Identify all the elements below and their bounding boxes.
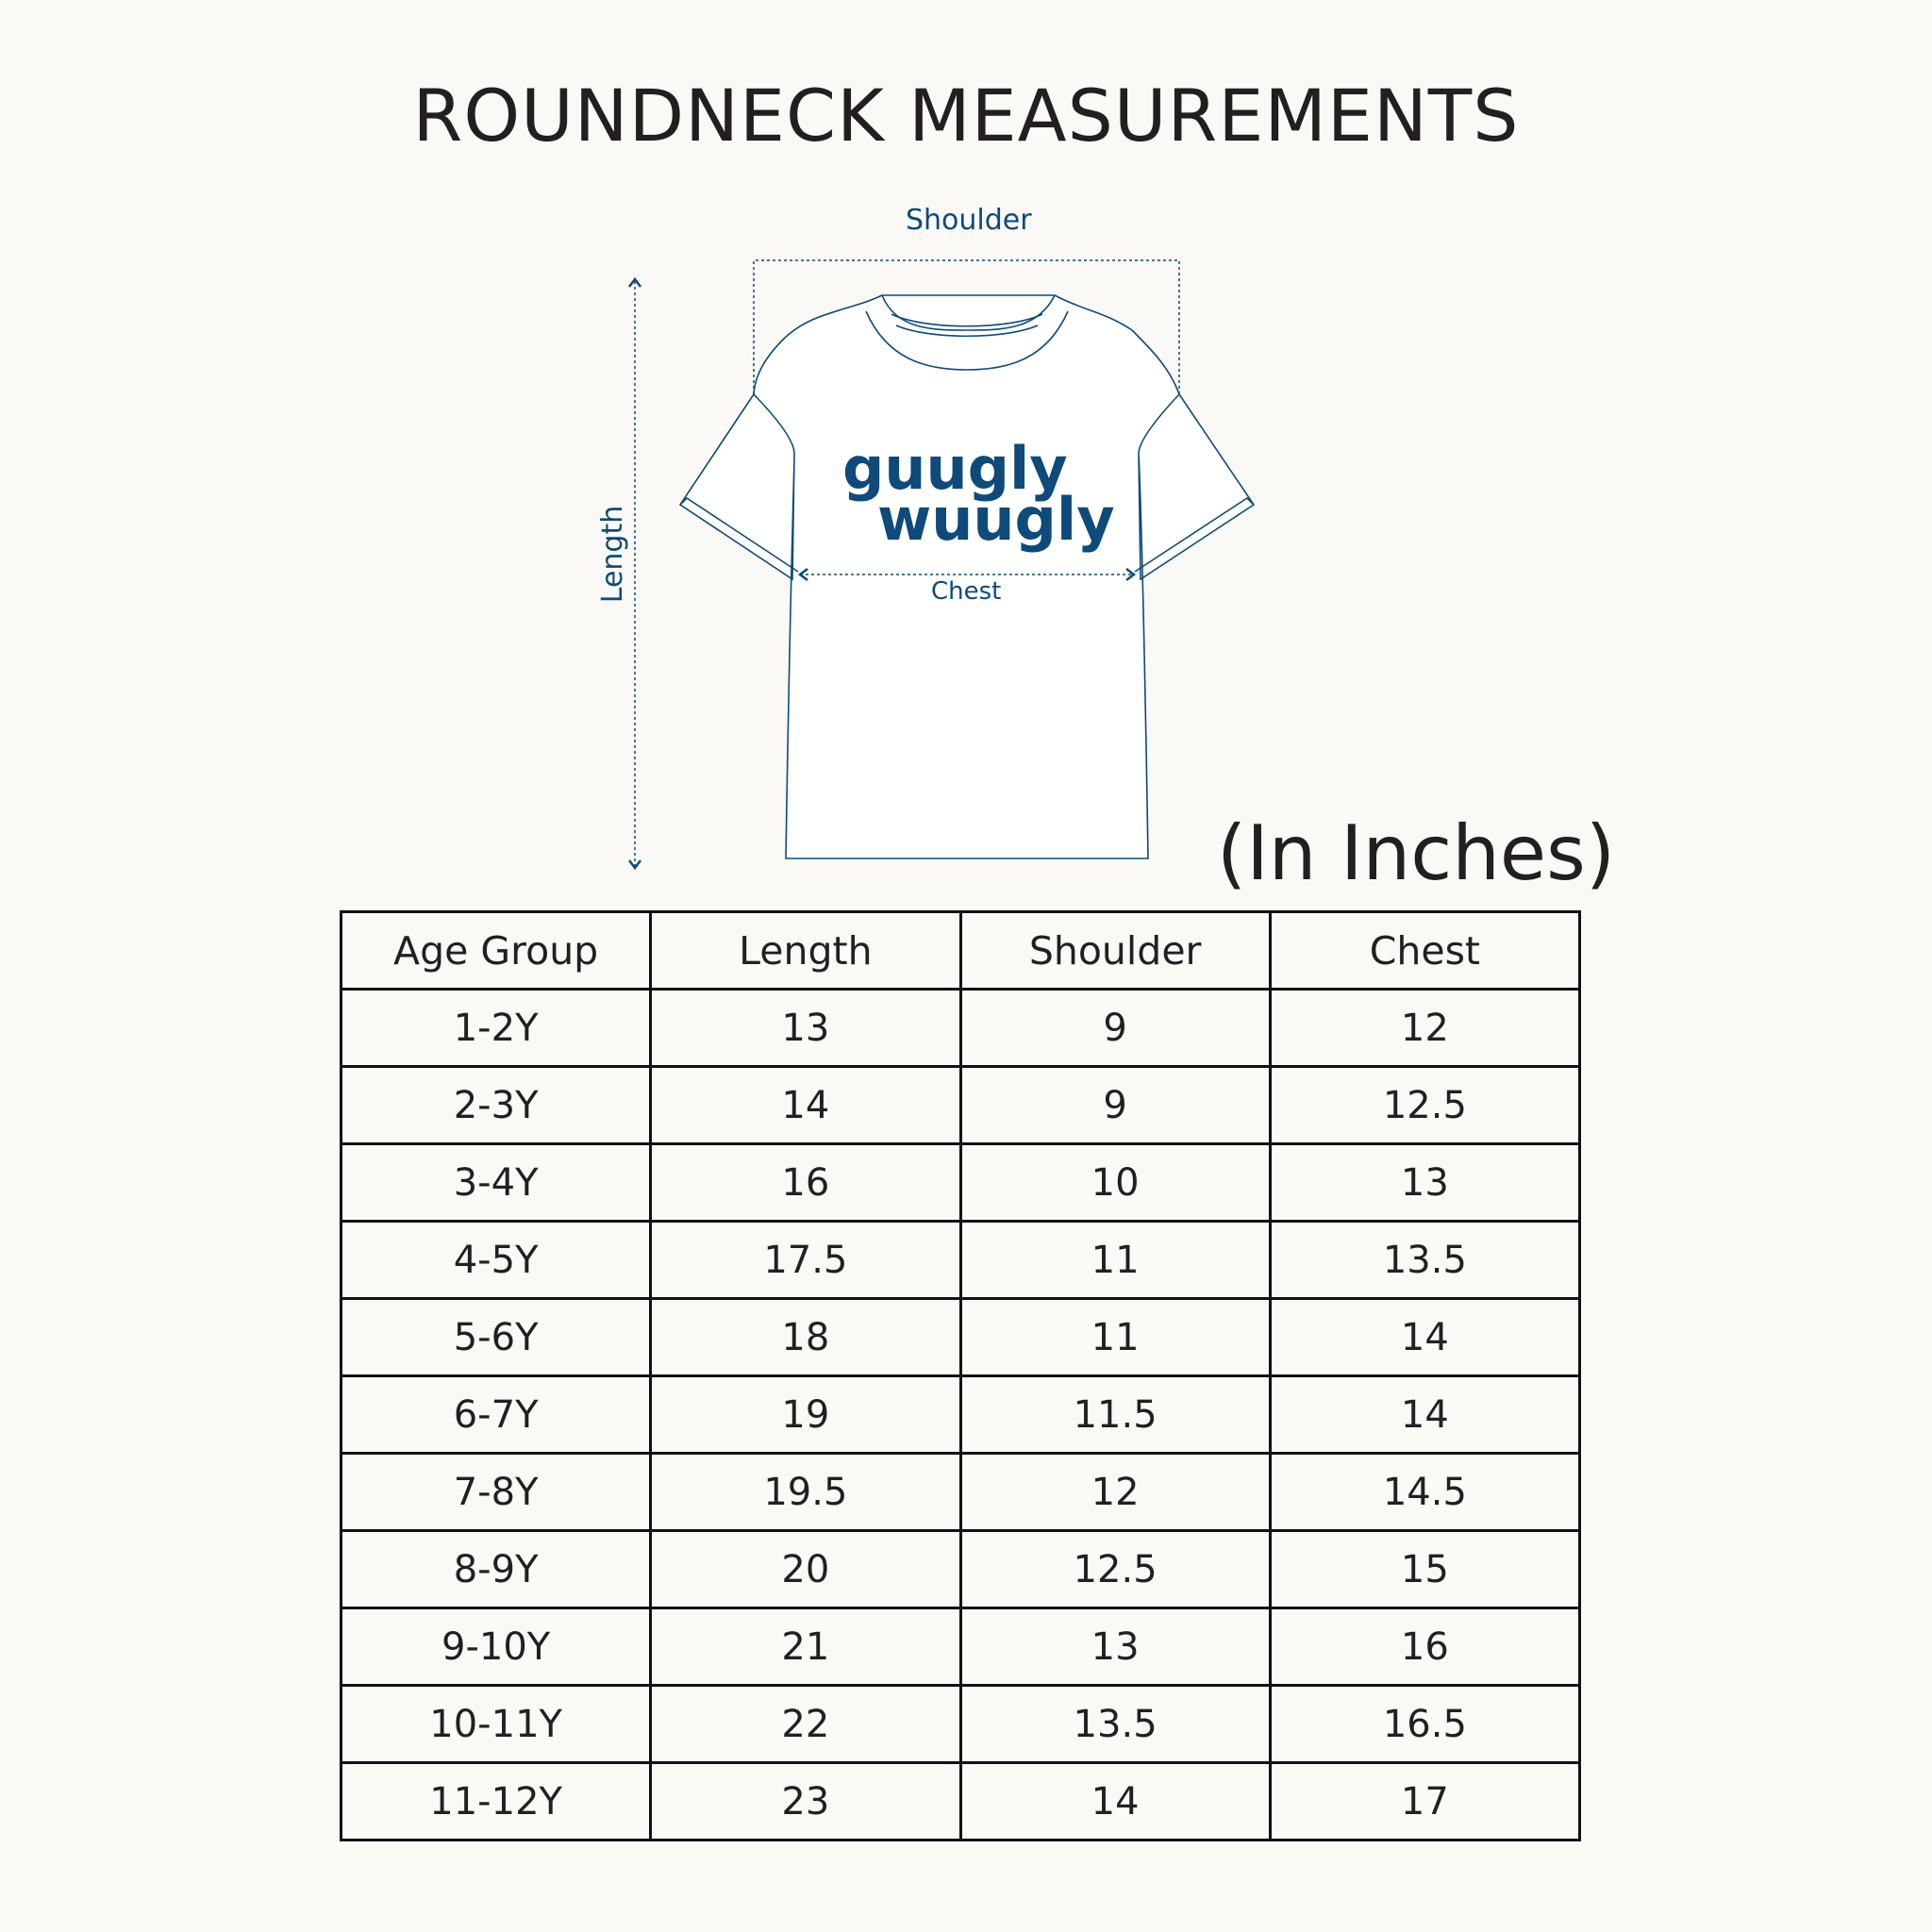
cell-chest: 15 xyxy=(1270,1531,1579,1608)
table-row xyxy=(341,1144,1580,1222)
cell-age-group: 10-11Y xyxy=(341,1686,651,1763)
cell-length: 19 xyxy=(651,1376,960,1454)
table-row xyxy=(341,1763,1580,1840)
cell-shoulder: 9 xyxy=(960,990,1270,1067)
table-row xyxy=(341,1686,1580,1763)
length-label: Length xyxy=(596,505,630,604)
cell-chest: 16 xyxy=(1270,1608,1579,1686)
cell-chest: 13 xyxy=(1270,1144,1579,1222)
chest-label: Chest xyxy=(931,577,1002,606)
cell-chest: 14 xyxy=(1270,1376,1579,1454)
cell-length: 18 xyxy=(651,1299,960,1376)
cell-shoulder: 12.5 xyxy=(960,1531,1270,1608)
cell-length: 21 xyxy=(651,1608,960,1686)
cell-age-group: 1-2Y xyxy=(341,990,651,1067)
cell-age-group: 6-7Y xyxy=(341,1376,651,1454)
cell-length: 19.5 xyxy=(651,1454,960,1531)
cell-length: 20 xyxy=(651,1531,960,1608)
shoulder-label: Shoulder xyxy=(906,204,1032,237)
tshirt-diagram xyxy=(0,0,1932,906)
cell-length: 13 xyxy=(651,990,960,1067)
svg-text:wuugly: wuugly xyxy=(877,485,1115,554)
cell-length: 23 xyxy=(651,1763,960,1840)
cell-chest: 14 xyxy=(1270,1299,1579,1376)
cell-chest: 16.5 xyxy=(1270,1686,1579,1763)
cell-shoulder: 9 xyxy=(960,1067,1270,1144)
cell-chest: 14.5 xyxy=(1270,1454,1579,1531)
cell-age-group: 11-12Y xyxy=(341,1763,651,1840)
cell-age-group: 3-4Y xyxy=(341,1144,651,1222)
cell-age-group: 5-6Y xyxy=(341,1299,651,1376)
table-row xyxy=(341,1299,1580,1376)
cell-shoulder: 11 xyxy=(960,1299,1270,1376)
cell-shoulder: 12 xyxy=(960,1454,1270,1531)
table-row xyxy=(341,1531,1580,1608)
cell-age-group: 9-10Y xyxy=(341,1608,651,1686)
cell-length: 22 xyxy=(651,1686,960,1763)
table-row xyxy=(341,1608,1580,1686)
cell-length: 17.5 xyxy=(651,1222,960,1299)
table-row xyxy=(341,1376,1580,1454)
page-title: ROUNDNECK MEASUREMENTS xyxy=(412,74,1520,158)
cell-shoulder: 11.5 xyxy=(960,1376,1270,1454)
cell-chest: 12 xyxy=(1270,990,1579,1067)
cell-shoulder: 13.5 xyxy=(960,1686,1270,1763)
cell-chest: 12.5 xyxy=(1270,1067,1579,1144)
table-row xyxy=(341,990,1580,1067)
measurement-table xyxy=(340,910,1581,1841)
header-length: Length xyxy=(651,912,960,990)
table-row xyxy=(341,1067,1580,1144)
cell-length: 14 xyxy=(651,1067,960,1144)
cell-shoulder: 10 xyxy=(960,1144,1270,1222)
header-shoulder: Shoulder xyxy=(960,912,1270,990)
cell-age-group: 8-9Y xyxy=(341,1531,651,1608)
cell-chest: 17 xyxy=(1270,1763,1579,1840)
cell-shoulder: 13 xyxy=(960,1608,1270,1686)
cell-shoulder: 14 xyxy=(960,1763,1270,1840)
cell-age-group: 7-8Y xyxy=(341,1454,651,1531)
cell-chest: 13.5 xyxy=(1270,1222,1579,1299)
header-chest: Chest xyxy=(1270,912,1579,990)
header-age-group: Age Group xyxy=(341,912,651,990)
cell-age-group: 2-3Y xyxy=(341,1067,651,1144)
table-row xyxy=(341,1454,1580,1531)
cell-age-group: 4-5Y xyxy=(341,1222,651,1299)
table-header-row xyxy=(341,912,1580,990)
unit-note: (In Inches) xyxy=(1217,809,1616,897)
table-row xyxy=(341,1222,1580,1299)
cell-shoulder: 11 xyxy=(960,1222,1270,1299)
cell-length: 16 xyxy=(651,1144,960,1222)
svg-text:guugly: guugly xyxy=(842,434,1068,503)
